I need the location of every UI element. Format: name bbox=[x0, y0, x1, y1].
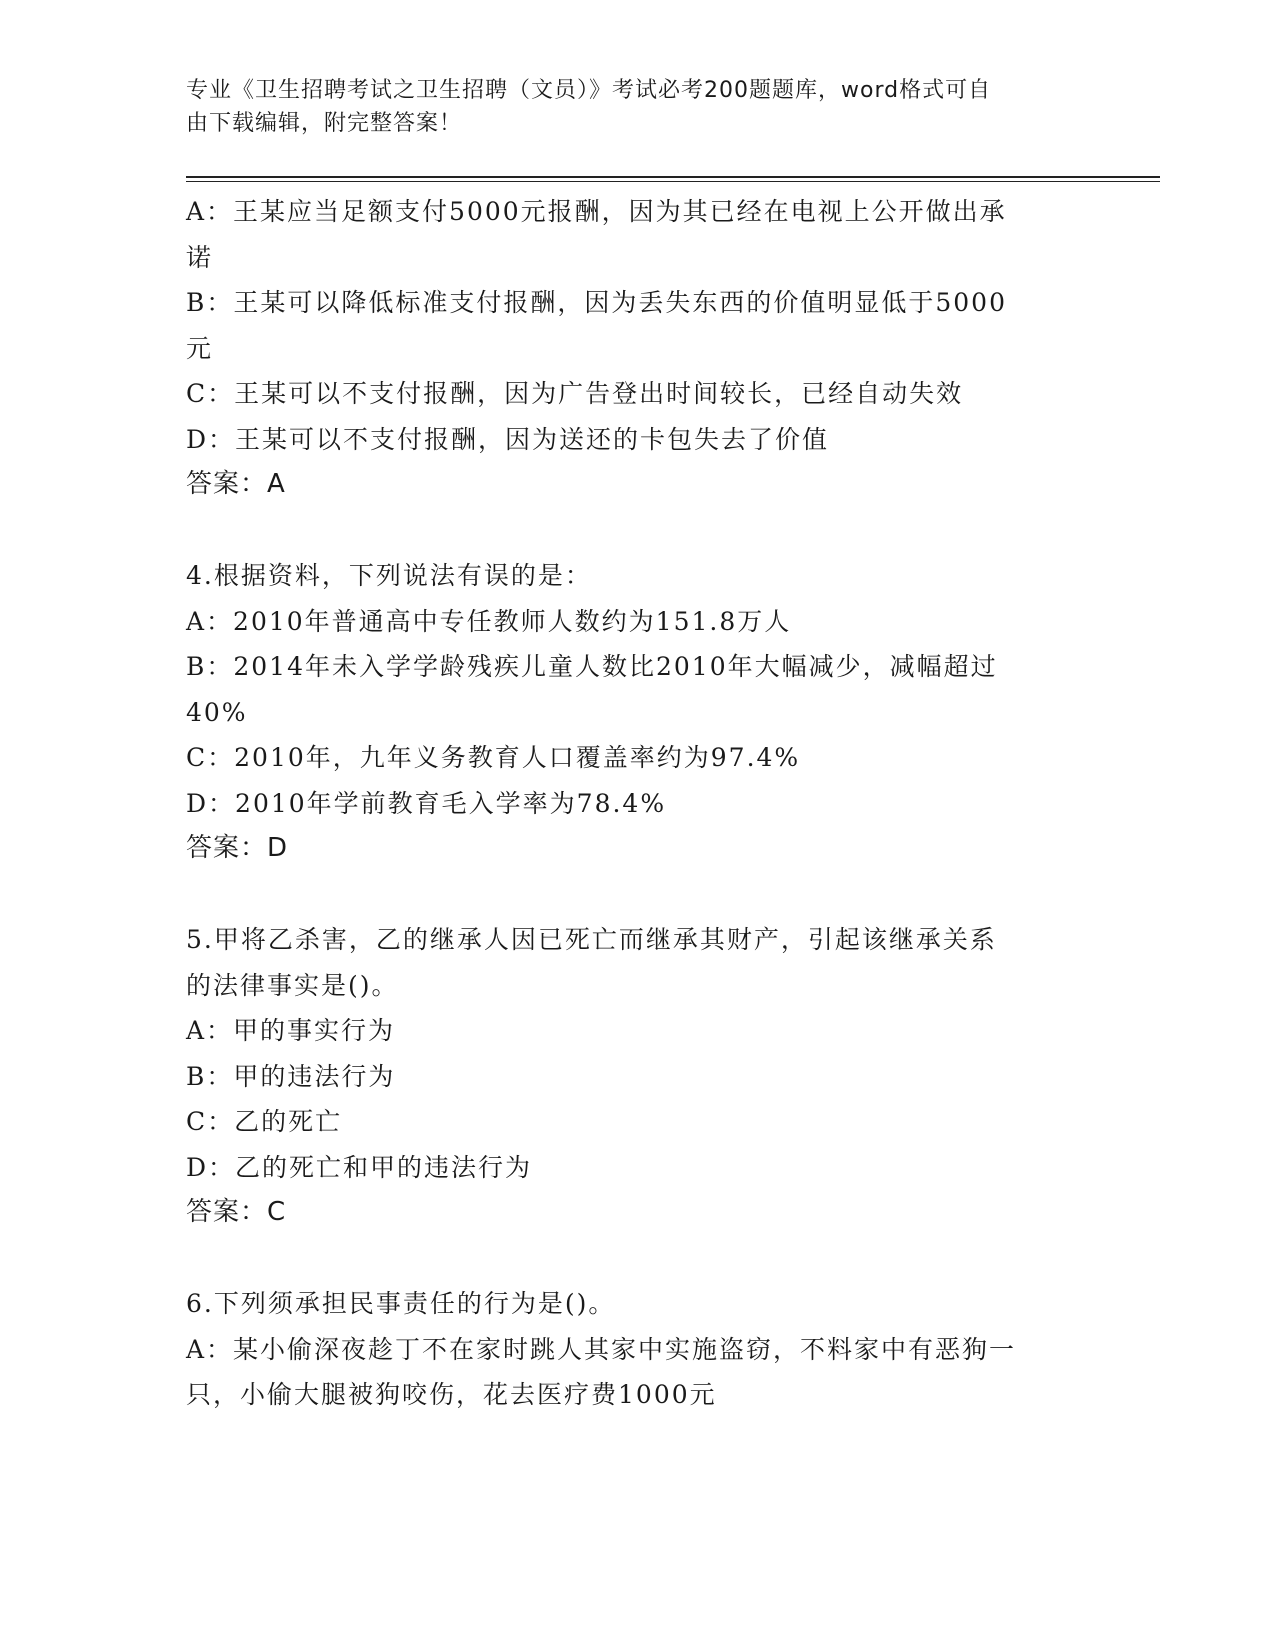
option-a-line-1: A：王某应当足额支付5000元报酬，因为其已经在电视上公开做出承 bbox=[186, 197, 1007, 226]
option-b: B：甲的违法行为 bbox=[186, 1061, 396, 1091]
option-a-line-2: 只，小偷大腿被狗咬伤，花去医疗费1000元 bbox=[186, 1380, 717, 1409]
option-a: A：甲的事实行为 bbox=[186, 1016, 396, 1045]
option-c: C：王某可以不支付报酬，因为广告登出时间较长，已经自动失效 bbox=[186, 379, 964, 408]
option-c: C：2010年，九年义务教育人口覆盖率约为97.4% bbox=[186, 743, 801, 772]
option-d: D：乙的死亡和甲的违法行为 bbox=[186, 1152, 533, 1182]
option-d: D：王某可以不支付报酬，因为送还的卡包失去了价值 bbox=[186, 424, 830, 454]
question-stem: 6.下列须承担民事责任的行为是()。 bbox=[186, 1289, 616, 1318]
answer-label: 答案：A bbox=[186, 469, 286, 499]
option-c: C：乙的死亡 bbox=[186, 1107, 343, 1136]
spacer bbox=[186, 1236, 1086, 1282]
spacer bbox=[186, 508, 1086, 554]
spacer bbox=[186, 872, 1086, 918]
answer-label: 答案：D bbox=[186, 833, 289, 863]
question-4 bbox=[186, 553, 1086, 872]
option-a: A：2010年普通高中专任教师人数约为151.8万人 bbox=[186, 606, 792, 636]
header-divider-thin bbox=[186, 181, 1160, 182]
header-line-1: 专业《卫生招聘考试之卫生招聘（文员）》考试必考200题题库，word格式可自 bbox=[186, 78, 992, 103]
option-a-line-2: 诺 bbox=[186, 242, 214, 272]
option-b-line-1: B：2014年未入学学龄残疾儿童人数比2010年大幅减少，减幅超过 bbox=[186, 652, 998, 681]
header-divider-thick bbox=[186, 176, 1160, 178]
document-header bbox=[186, 74, 1066, 140]
question-6 bbox=[186, 1281, 1086, 1418]
question-stem-line-2: 的法律事实是()。 bbox=[186, 970, 399, 1000]
option-d: D：2010年学前教育毛入学率为78.4% bbox=[186, 788, 667, 818]
answer-label: 答案：C bbox=[186, 1197, 287, 1227]
option-b-line-1: B：王某可以降低标准支付报酬，因为丢失东西的价值明显低于5000 bbox=[186, 288, 1007, 317]
question-list bbox=[186, 189, 1086, 1418]
question-stem: 4.根据资料，下列说法有误的是： bbox=[186, 561, 592, 590]
header-line-2: 由下载编辑，附完整答案！ bbox=[186, 111, 463, 136]
question-5 bbox=[186, 917, 1086, 1236]
option-b-line-2: 40% bbox=[186, 697, 248, 727]
option-b-line-2: 元 bbox=[186, 333, 214, 363]
question-3 bbox=[186, 189, 1086, 508]
question-stem-line-1: 5.甲将乙杀害，乙的继承人因已死亡而继承其财产，引起该继承关系 bbox=[186, 925, 997, 954]
option-a-line-1: A：某小偷深夜趁丁不在家时跳人其家中实施盗窃，不料家中有恶狗一 bbox=[186, 1334, 1017, 1364]
